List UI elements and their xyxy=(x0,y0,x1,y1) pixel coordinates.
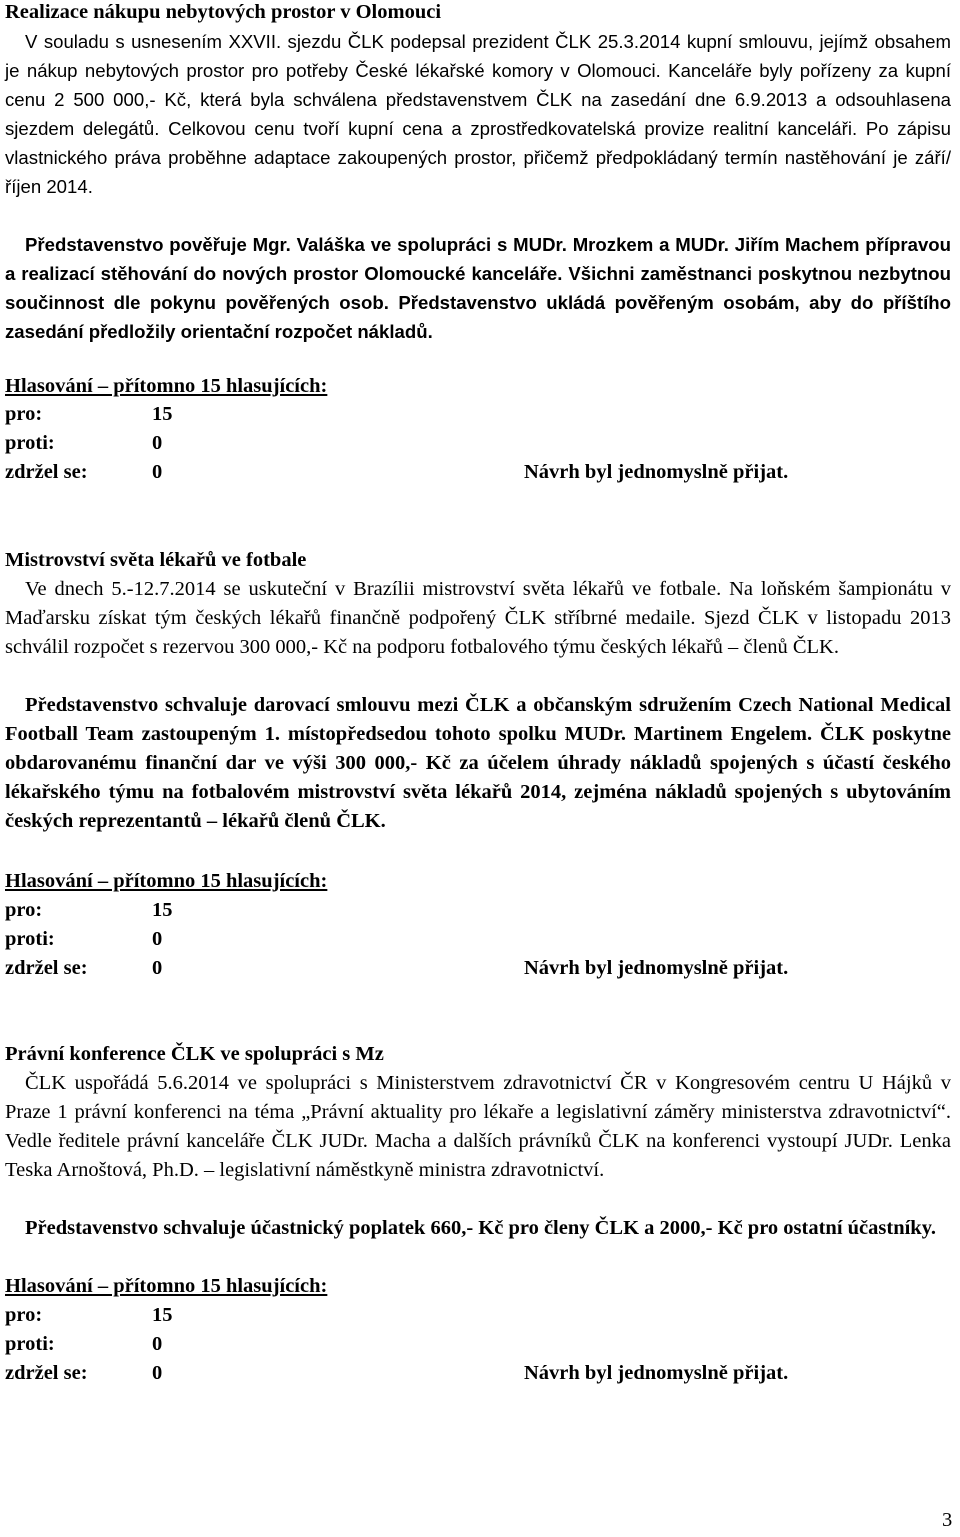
vote-label-zdrzel: zdržel se: xyxy=(5,957,88,979)
section-title-football: Mistrovství světa lékařů ve fotbale xyxy=(5,549,307,571)
vote-label-proti: proti: xyxy=(5,1333,55,1355)
vote-label-zdrzel: zdržel se: xyxy=(5,1362,88,1384)
vote-label-pro: pro: xyxy=(5,1304,43,1326)
section-resolution-football: Představenstvo schvaluje darovací smlouvu mezi ČLK a občanským sdružením Czech National Medical Football Team zastoupeným 1. místopředsedou tohoto spolku MUDr. Martinem Engelem. ČLK poskytne obdarovanému finanční dar ve výši 300 000,- Kč za účelem úhrady nákladů spojených s účastí českého lékařského týmu na fotbalovém mistrovství světa lékařů 2014, zejména nákladů spojených s ubytováním českých reprezentantů – lékařů členů ČLK. xyxy=(5,694,951,832)
page-number: 3 xyxy=(942,1509,953,1531)
section-title-olomouc: Realizace nákupu nebytových prostor v Olomouci xyxy=(5,1,442,23)
section-paragraph-football: Ve dnech 5.-12.7.2014 se uskuteční v Brazílii mistrovství světa lékařů ve fotbale. Na loňském šampionátu v Maďarsku získat tým českých lékařů finančně podpořený ČLK stříbrné medaile. Sjezd ČLK v listopadu 2013 schválil rozpočet s rezervou 300 000,- Kč na podporu fotbalového týmu českých lékařů – členů ČLK. xyxy=(5,578,951,658)
vote-value-pro: 15 xyxy=(152,403,173,425)
section-resolution-conference: Představenstvo schvaluje účastnický poplatek 660,- Kč pro členy ČLK a 2000,- Kč pro ostatní účastníky. xyxy=(25,1217,936,1239)
vote-heading: Hlasování – přítomno 15 hlasujících: xyxy=(5,1275,328,1297)
vote-value-zdrzel: 0 xyxy=(152,1362,163,1384)
section-paragraph-conference: ČLK uspořádá 5.6.2014 ve spolupráci s Ministerstvem zdravotnictví ČR v Kongresovém centru U Hájků v Praze 1 právní konferenci na téma „Právní aktuality pro lékaře a legislativní záměry ministerstva zdravotnictví“. Vedle ředitele právní kanceláře ČLK JUDr. Macha a dalších právníků ČLK na konferenci vystoupí JUDr. Lenka Teska Arnoštová, Ph.D. – legislativní náměstkyně ministra zdravotnictví. xyxy=(5,1072,951,1181)
section-paragraph-olomouc: V souladu s usnesením XXVII. sjezdu ČLK podepsal prezident ČLK 25.3.2014 kupní smlouvu, jejímž obsahem je nákup nebytových prostor pro potřeby České lékařské komory v Olomouci. Kanceláře byly pořízeny za kupní cenu 2 500 000,- Kč, která byla schválena představenstvem ČLK na zasedání dne 6.9.2013 a odsouhlasena sjezdem delegátů. Celkovou cenu tvoří kupní cena a zprostředkovatelská provize realitní kanceláři. Po zápisu vlastnického práva proběhne adaptace zakoupených prostor, přičemž předpokládaný termín nastěhování je září/říjen 2014. xyxy=(5,31,951,197)
vote-value-proti: 0 xyxy=(152,928,163,950)
vote-result: Návrh byl jednomyslně přijat. xyxy=(524,1362,789,1384)
section-title-conference: Právní konference ČLK ve spolupráci s Mz xyxy=(5,1043,384,1065)
vote-label-proti: proti: xyxy=(5,928,55,950)
vote-label-pro: pro: xyxy=(5,899,43,921)
vote-value-zdrzel: 0 xyxy=(152,957,163,979)
vote-heading: Hlasování – přítomno 15 hlasujících: xyxy=(5,870,328,892)
vote-label-pro: pro: xyxy=(5,403,43,425)
vote-value-pro: 15 xyxy=(152,1304,173,1326)
vote-value-proti: 0 xyxy=(152,1333,163,1355)
section-resolution-olomouc: Představenstvo pověřuje Mgr. Valáška ve spolupráci s MUDr. Mrozkem a MUDr. Jiřím Machem přípravou a realizací stěhování do nových prostor Olomoucké kanceláře. Všichni zaměstnanci poskytnou nezbytnou součinnost dle pokynu pověřených osob. Představenstvo ukládá pověřeným osobám, aby do příštího zasedání předložily orientační rozpočet nákladů. xyxy=(5,234,951,342)
vote-heading: Hlasování – přítomno 15 hlasujících: xyxy=(5,375,328,397)
vote-value-proti: 0 xyxy=(152,432,163,454)
vote-label-zdrzel: zdržel se: xyxy=(5,461,88,483)
vote-value-zdrzel: 0 xyxy=(152,461,163,483)
vote-result: Návrh byl jednomyslně přijat. xyxy=(524,957,789,979)
vote-result: Návrh byl jednomyslně přijat. xyxy=(524,461,789,483)
vote-value-pro: 15 xyxy=(152,899,173,921)
vote-label-proti: proti: xyxy=(5,432,55,454)
